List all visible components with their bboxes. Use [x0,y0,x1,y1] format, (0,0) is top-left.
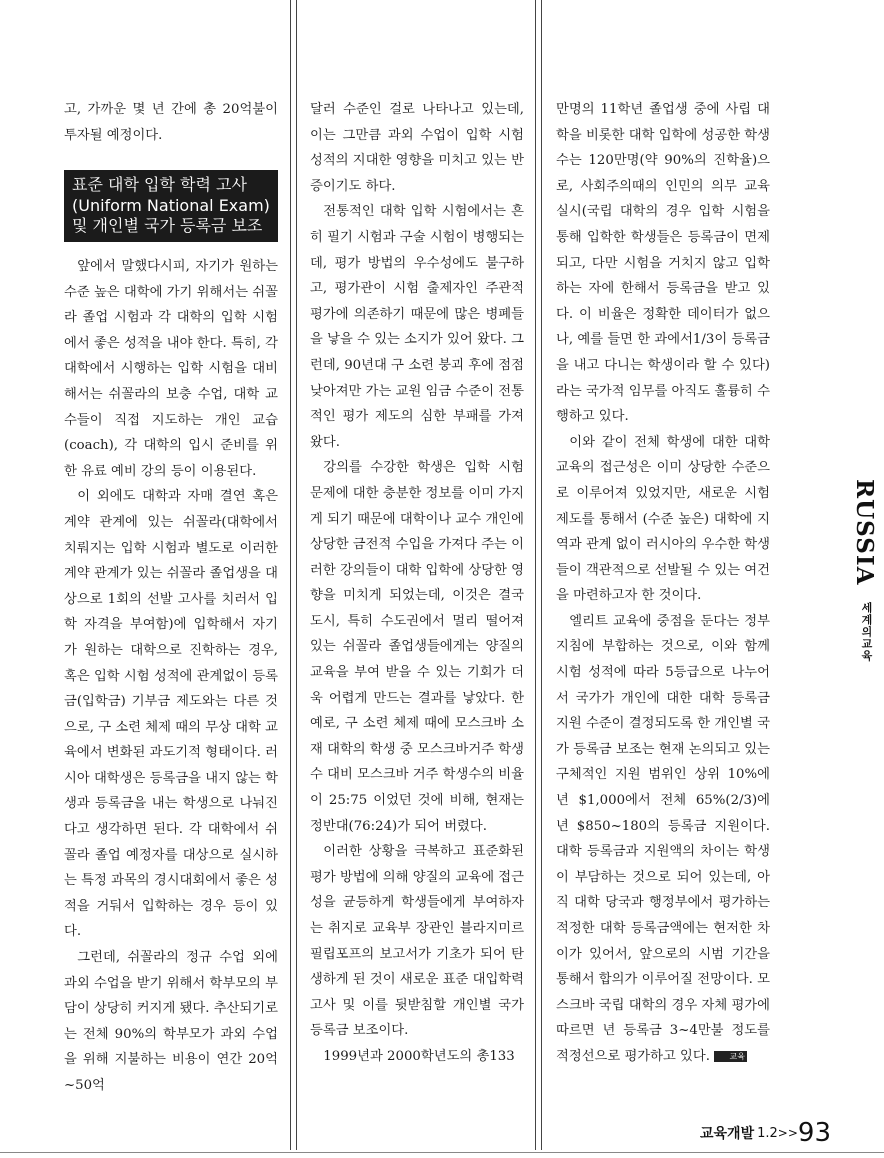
paragraph: 이 외에도 대학과 자매 결연 혹은 계약 관계에 있는 쉬꼴라(대학에서 치뤄지는 입학 시험과 별도로 이러한 계약 관계가 있는 쉬꼴라 졸업생을 대상으로 1회의 선발 고사를 치러서 입학 자격을 부여함)에 입학해서 자기가 원하는 대학으로 진학하는 경우, 혹은 입학 시험 성적에 관계없이 등록금(입학금) 기부금 제도와는 다른 것으로, 구 소련 체제 때의 무상 대학 교육에서 변화된 과도기적 형태이다. 러시아 대학생은 등록금을 내지 않는 학생과 등록금을 내는 학생으로 나눠진다고 생각하면 된다. 각 대학에서 쉬꼴라 졸업 예정자를 대상으로 실시하는 특정 과목의 경시대회에서 좋은 성적을 거둬서 입학하는 경우 등이 있다. [64,489,278,940]
magazine-name: 교육개발 [700,1126,755,1142]
text-column-3 [556,97,770,1070]
paragraph [556,609,770,1070]
paragraph: 이와 같이 전체 학생에 대한 대학 교육의 접근성은 이미 상당한 수준으로 이루어져 있었지만, 새로운 시험 제도를 통해서 (수준 높은) 대학에 지역과 관계 없이 러시아의 우수한 학생들이 객관적으로 선발될 수 있는 여건을 마련하고자 한 것이다. [556,434,770,604]
column-rule [541,0,542,1150]
paragraph: 앞에서 말했다시피, 자기가 원하는 수준 높은 대학에 가기 위해서는 쉬꼴라 졸업 시험과 각 대학의 입학 시험에서 좋은 성적을 내야 한다. 특히, 각 대학에서 시행하는 입학 시험을 대비해서는 쉬꼴라의 보충 수업, 대학 교수들이 직접 지도하는 개인 교습(coach), 각 대학의 입시 준비를 위한 유료 예비 강의 등이 이용된다. [64,259,278,479]
section-heading-line: (Uniform National Exam) [72,195,270,215]
paragraph: 이러한 상황을 극복하고 표준화된 평가 방법에 의해 양질의 교육에 접근성을 균등하게 학생들에게 부여하자는 취지로 교육부 장관인 블라지미르 필립포프의 보고서가 기초가 되어 탄생하게 된 것이 새로운 표준 대입학력 고사 및 이를 뒷받침할 개인별 국가 등록금 보조이다. [310,844,524,1039]
side-section-subtitle: 세계의교육 [860,602,873,662]
paragraph: 그런데, 쉬꼴라의 정규 수업 외에 과외 수업을 받기 위해서 학부모의 부담이 상당히 커지게 됐다. 추산되기로는 전체 90%의 학부모가 과외 수업을 위해 지불하는 비용이 연간 20억~50억 [64,950,278,1093]
paragraph: 전통적인 대학 입학 시험에서는 흔히 필기 시험과 구술 시험이 병행되는데, 평가 방법의 우수성에도 불구하고, 평가관이 시험 출제자인 주관적 평가에 의존하기 때문에 많은 병폐들을 낳을 수 있는 소지가 있어 왔다. 그런데, 90년대 구 소련 붕괴 후에 점점 낮아져만 가는 교원 임금 수준이 전통적인 평가 제도의 심한 부패를 가져 왔다. [310,204,524,450]
arrow-glyph: >> [777,1126,798,1140]
paragraph: 강의를 수강한 학생은 입학 시험 문제에 대한 충분한 정보를 이미 가지게 되기 때문에 대학이나 교수 개인에 상당한 금전적 수입을 가져다 주는 이러한 강의들이 대학 입학에 상당한 영향을 미치게 되었는데, 이것은 결국 도시, 특히 수도권에서 멀리 떨어져 있는 쉬꼴라 졸업생들에게는 양질의 교육을 부여 받을 수 있는 기회가 더욱 어렵게 만드는 결과를 낳았다. 한 예로, 구 소련 체제 때에 모스크바 소재 대학의 학생 중 모스크바거주 학생수 대비 모스크바 거주 학생수의 비율이 25:75 이었던 것에 비해, 현재는 정반대(76:24)가 되어 버렸다. [310,460,524,834]
side-section-title: RUSSIA [851,479,878,586]
text-column-1-body [64,254,278,1099]
paragraph: 고, 가까운 몇 년 간에 총 20억불이 투자될 예정이다. [64,102,278,143]
paragraph: 만명의 11학년 졸업생 중에 사립 대학을 비롯한 대학 입학에 성공한 학생수는 120만명(약 90%의 진학율)으로, 사회주의때의 인민의 의무 교육 실시(국립 대학의 경우 입학 시험을 통해 입학한 학생들은 등록금이 면제되고, 다만 시험을 거치지 않고 입학하는 자에 한해서 등록금을 받고 있다. 이 비율은 정확한 데이터가 없으나, 예를 들면 한 과에서1/3이 등록금을 내고 다니는 학생이라 할 수 있다)라는 국가적 임무를 아직도 훌륭히 수행하고 있다. [556,102,770,425]
text-column-1 [64,97,278,148]
column-rule [290,0,291,1150]
column-rule [296,0,297,1150]
bottom-rule [0,1152,884,1153]
paragraph: 달러 수준인 걸로 나타나고 있는데, 이는 그만큼 과외 수업이 입학 시험 성적의 지대한 영향을 미치고 있는 반증이기도 하다. [310,102,524,194]
page-footer [700,1118,850,1148]
end-mark: 교육 [714,1051,747,1062]
text-column-2 [310,97,524,1070]
section-heading-line: 및 개인별 국가 등록금 보조 [72,216,263,235]
section-heading-line: 표준 대학 입학 학력 고사 [72,175,247,194]
page-number: 93 [797,1118,831,1148]
column-rule [535,0,536,1150]
paragraph-text: 엘리트 교육에 중점을 둔다는 정부 지침에 부합하는 것으로, 이와 함께 시험 성적에 따라 5등급으로 나누어서 국가가 개인에 대한 대학 등록금 지원 수준이 결정되도록 한 개인별 국가 등록금 보조는 현재 논의되고 있는 구체적인 지원 범위인 상위 10%에 년 $1,000에서 전체 65%(2/3)에 년 $850~180의 등록금 지원이다. 대학 등록금과 지원액의 차이는 학생이 부담하는 것으로 되어 있는데, 아직 대학 당국과 행정부에서 평가하는 적정한 대학 등록금액에는 현저한 차이가 있어서, 앞으로의 시범 기간을 통해서 합의가 이루어질 전망이다. 모스크바 국립 대학의 경우 자체 평가에 따르면 년 등록금 3~4만불 정도를 적정선으로 평가하고 있다. [556,613,770,1064]
section-heading-box [64,170,278,242]
paragraph: 1999년과 2000학년도의 총133 [323,1048,515,1064]
issue-number: 1.2 [757,1125,778,1141]
